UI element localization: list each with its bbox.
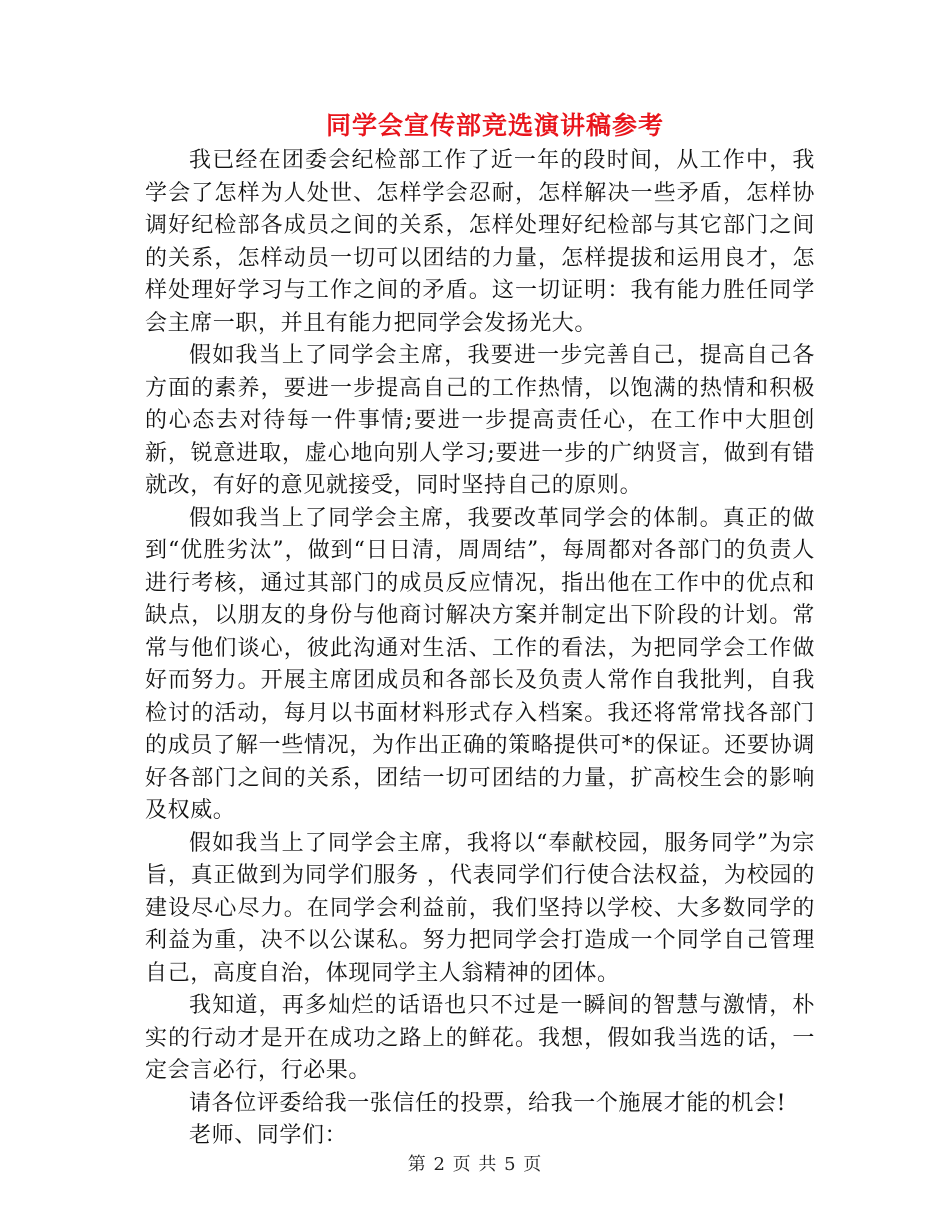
paragraph: 老师、同学们： xyxy=(189,1123,348,1148)
page-number-footer: 第 2 页 共 5 页 xyxy=(407,1154,543,1175)
paragraph: 假如我当上了同学会主席，我要改革同学会的体制。真正的做到“优胜劣汰”，做到“日日清，周周结”，每周都对各部门的负责人进行考核，通过其部门的成员反应情况，指出他在工作中的优点和缺点，以朋友的身份与他商讨解决方案并制定出下阶段的计划。常常与他们谈心，彼此沟通对生活、工作的看法，为把同学会工作做好而努力。开展主席团成员和各部长及负责人常作自我批判，自我检讨的活动，每月以书面材料形式存入档案。我还将常常找各部门的成员了解一些情况，为作出正确的策略提供可*的保证。还要协调好各部门之间的关系，团结一切可团结的力量，扩高校生会的影响及权威。 xyxy=(145,505,815,823)
document-title: 同学会宣传部竞选演讲稿参考 xyxy=(325,111,664,140)
paragraph: 请各位评委给我一张信任的投票，给我一个施展才能的机会! xyxy=(189,1090,787,1116)
paragraph: 假如我当上了同学会主席，我将以“奉献校园，服务同学”为宗旨，真正做到为同学们服务 ，代表同学们行使合法权益，为校园的建设尽心尽力。在同学会利益前，我们坚持以学校、大多数同学的利益为重，决不以公谋私。努力把同学会打造成一个同学自己管理自己，高度自治，体现同学主人翁精神的团体。 xyxy=(145,830,815,986)
document-body xyxy=(145,145,815,1153)
paragraph: 我知道，再多灿烂的话语也只不过是一瞬间的智慧与激情，朴实的行动才是开在成功之路上的鲜花。我想，假如我当选的话，一定会言必行，行必果。 xyxy=(145,993,815,1083)
paragraph: 我已经在团委会纪检部工作了近一年的段时间，从工作中，我学会了怎样为人处世、怎样学会忍耐，怎样解决一些矛盾，怎样协调好纪检部各成员之间的关系，怎样处理好纪检部与其它部门之间的关系，怎样动员一切可以团结的力量，怎样提拔和运用良才，怎样处理好学习与工作之间的矛盾。这一切证明：我有能力胜任同学会主席一职，并且有能力把同学会发扬光大。 xyxy=(145,148,815,336)
paragraph: 假如我当上了同学会主席，我要进一步完善自己，提高自己各方面的素养，要进一步提高自己的工作热情，以饱满的热情和积极的心态去对待每一件事情;要进一步提高责任心，在工作中大胆创新，锐意进取，虚心地向别人学习;要进一步的广纳贤言，做到有错就改，有好的意见就接受，同时坚持自己的原则。 xyxy=(145,343,815,498)
